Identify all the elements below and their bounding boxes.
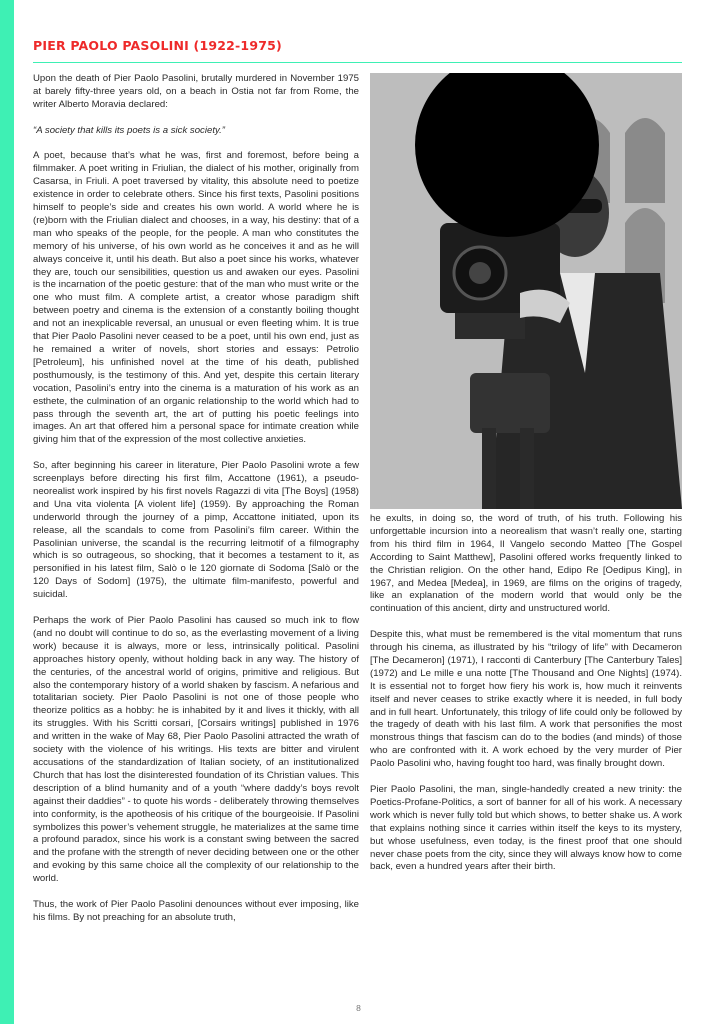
- paragraph: Pier Paolo Pasolini, the man, single-handedly created a new trinity: the Poetics-Profane-Politics, a sort of banner for all of his work. A necessary work which is never fully told but which shows, to better shake us. A work that explains nothing since it carries within itself the keys to its mystery, but whose usefulness, even today, is the finest proof that one should never chase poets from the city, since they will always know how to come back, even a hundred years after their birth.: [370, 784, 682, 873]
- title-divider: [33, 62, 682, 63]
- paragraph: A poet, because that’s what he was, first and foremost, before being a filmmaker. A poet writing in Friulian, the dialect of his mother, originally from Casarsa, in Friuli. A poet traversed by vitality, this absolute need to poetize existence in order to celebrate others. Since his first texts, Pasolini positions himself to people’s side and creates his own world. A world where he is (re)born with the Friulian dialect and chooses, in a way, his destiny: that of a man who speaks of the people, for the people. A man who constitutes the memory of his universe, of his own world as he conceives it and as he will always conceive it, until his death. But also a poet since his works, whatever they are, touch our sensibilities, question us and awaken our eyes. Pasolini is the incarnation of the poetic gesture: that of the man who must write or the one who must film. A complete artist, a creator whose paradigm shift between poetry and cinema is the extension of a constantly boiling thought and not an inexplicable reversal, an unusual or even fleeting whim. It is true that Pier Paolo Pasolini never ceased to be a poet, until his own end, just as he remained a writer of novels, short stories and essays: Petrolio [Petroleum], his unfinished novel at the time of his death, published posthumously, is the testimony of this. And yet, despite this certain literary vocation, Pasolini’s entry into the cinema is a maturation of his work as an esthete, the culmination of an organic relationship to the world which had to pass through the seventh art, the art of putting his poetic feelings into images. An art that offered him a personal space for intimate creation while giving him that of the expression of the most collective anxieties.: [33, 150, 359, 446]
- lens-glass: [469, 262, 491, 284]
- tripod-leg: [482, 428, 496, 509]
- page-title: PIER PAOLO PASOLINI (1922-1975): [33, 38, 282, 53]
- paragraph: Thus, the work of Pier Paolo Pasolini denounces without ever imposing, like his films. By not preaching for an absolute truth,: [33, 898, 359, 923]
- camera-mount: [455, 313, 525, 339]
- paragraph: Despite this, what must be remembered is the vital momentum that runs through his cinema, as illustrated by his “trilogy of life” with Decameron [The Decameron] (1971), I racconti di Canterbury [The Canterbury Tales] (1972) and Le mille e una notte [The Thousand and One Nights] (1974). It is essential not to forget how fiery his work is, how much it reinvents itself and never ceases to strike exactly where it is needed, in full body and in full heart. Unfortunately, this trilogy of life could only be followed by the tragedy of death with his last film. A work that personifies the most monstrous things that fascism can do to the bodies (and minds) of those who are confronted with it. A work echoed by the very murder of Pier Paolo Pasolini who, having fought too hard, was finally brought down.: [370, 629, 682, 770]
- paragraph: So, after beginning his career in literature, Pier Paolo Pasolini wrote a few screenplays before directing his first film, Accattone (1961), a pseudo-neorealist work inspired by his first novels Ragazzi di vita [The Boys] (1958) and Una vita violenta [A violent life] (1959). By approaching the Roman underworld through the journey of a pimp, Accattone initiated, upon its release, all the scandals to come from Pasolini’s film career. Within the Pasolinian universe, the scandal is the recurring leitmotif of a filmography which is so outrageous, so shocking, that it becomes a testament to it, as personified in his latest film, Salò o le 120 giornate di Sodoma [Salò or the 120 Days of Sodom] (1975), the ultimate film-manifesto, powerful and suicidal.: [33, 460, 359, 601]
- moravia-quote: “A society that kills its poets is a sick society.”: [33, 124, 225, 136]
- paragraph: he exults, in doing so, the word of truth, of his truth. Following his unforgettable incursion into a neorealism that wasn’t really one, starting from his third film in 1964, Il Vangelo secondo Matteo [The Gospel According to Saint Matthew], Pasolini offered works frequently linked to the Christian religion. On the other hand, Edipo Re [Oedipus King], in 1967, and Medea [Medea], in 1969, are films on the origins of tragedy, like an explanation of the modern world that would only be the continuation of this ancient, dirty and unstructured world.: [370, 513, 682, 615]
- pasolini-camera-photo: [370, 73, 682, 509]
- paragraph: Upon the death of Pier Paolo Pasolini, brutally murdered in November 1975 at barely fifty-three years old, on a beach in Ostia not far from Rome, the writer Alberto Moravia declared:: [33, 73, 359, 110]
- photo-illustration: [370, 73, 682, 509]
- side-accent-bar: [0, 0, 14, 1024]
- page-number: 8: [356, 1003, 361, 1013]
- tripod-leg: [520, 428, 534, 509]
- tripod-head: [470, 373, 550, 433]
- right-text-column: [370, 513, 682, 874]
- left-text-column: [33, 73, 359, 925]
- paragraph: Perhaps the work of Pier Paolo Pasolini has caused so much ink to flow (and no doubt will continue to do so, as the everlasting movement of a living work) because it is always, more or less, intrinsically political. Pasolini approaches history openly, without holding back in any way. The history of the centuries, of the ancestral world of origins, primitive and religious. But also the contemporary history of a world shaken by fascism. A nefarious and totalitarian society. Pier Paolo Pasolini is not one of those people who theorize politics as a hobby: he is inhabited by it and lives it thickly, with all its struggles. With his Scritti corsari, [Corsairs writings] published in 1976 and written in the wake of May 68, Pier Paolo Pasolini attracted the wrath of society with the violence of his writings. His texts are bitter and virulent accusations of the standardization of Italian society, of an institutionalized Church that has lost the disinterested foundation of its Christian values. This description of a blind humanity and of a youth “where daddy’s boys revolt against their daddies” - to quote his words - deliberately throwing themselves into conformity, is the apotheosis of his critique of the bourgeoisie. If Pasolini symbolizes this power’s vehement struggle, he materializes at the same time a profound paradox, since his work is a constant swing between the sacred and the profane with the strength of never deciding between one or the other and evoking by this same choice all the complexity of our relationship to the world.: [33, 615, 359, 885]
- arch-window: [625, 118, 665, 203]
